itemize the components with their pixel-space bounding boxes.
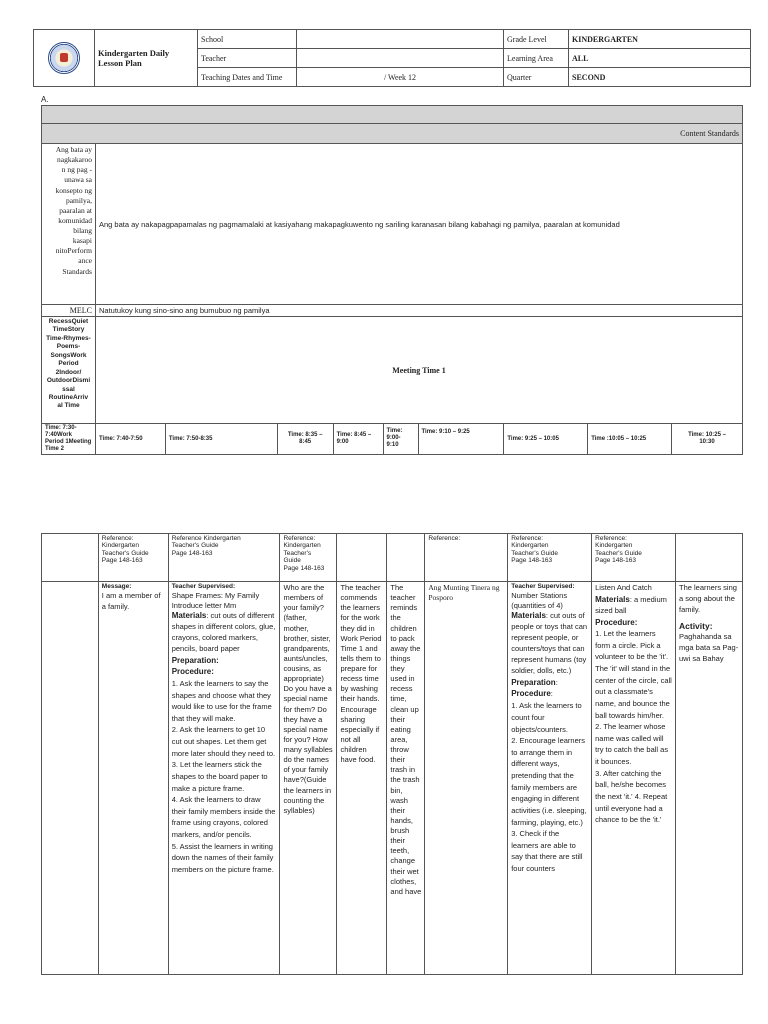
reference-cell: Reference: Kindergarten Teacher's Guide Page 148-163 — [508, 534, 592, 582]
reference-cell: Reference: Kindergarten Teacher's Guide Page 148-163 — [280, 534, 337, 582]
activity-title: Activity: — [679, 620, 713, 631]
time-slot: Time: 7:50-8:35 — [165, 424, 277, 455]
ns-intro: Number Stations (quantities of 4) — [511, 590, 568, 610]
area-value: ALL — [569, 49, 751, 68]
family-questions: Who are the members of your family? (father, mother, brother, sister, grandparents, aunts/uncles, cousins, as appropriate) Do you have a special name for them? Do they have a special name for you? How many syllables do the names of your family have?(Guide the learners in counting the syllables) — [280, 582, 337, 975]
blank-cell — [676, 534, 743, 582]
time-slot: Time: 8:45 – 9:00 — [333, 424, 383, 455]
blank-cell — [42, 534, 99, 582]
ns-proc-colon: : — [550, 689, 553, 699]
melc-text: Natutukoy kung sino-sino ang bumubuo ng pamilya — [95, 305, 742, 317]
time-slot: Time :10:05 – 10:25 — [588, 424, 672, 455]
reference-cell: Reference Kindergarten Teacher's Guide Page 148-163 — [168, 534, 280, 582]
activities-table — [41, 533, 743, 975]
song-text: The learners sing a song about the family. — [679, 583, 737, 614]
reference-cell: Reference: Kindergarten Teacher's Guide Page 148-163 — [592, 534, 676, 582]
reminds-text: The teacher reminds the children to pack away the things they used in recess time, clean up their eating area, throw their trash in the trash bin, wash their hands, brush their teeth, change their wet clothes, and have — [387, 582, 425, 975]
time-slot: Time: 9:10 – 9:25 — [418, 424, 504, 455]
content-standards-heading: Content Standards — [42, 124, 743, 144]
blank-cell — [42, 582, 99, 975]
teacher-label: Teacher — [198, 49, 297, 68]
ts-title: Teacher Supervised: — [171, 583, 236, 590]
deped-seal-icon — [48, 42, 80, 74]
reference-cell: Reference: Kindergarten Teacher's Guide Page 148-163 — [98, 534, 168, 582]
ts-procedure: Procedure: — [171, 667, 214, 677]
header-table — [33, 29, 751, 87]
message-text: I am a member of a family. — [101, 590, 161, 611]
standards-table — [41, 105, 743, 455]
ts-materials: : cut outs of different shapes in different colors, glue, crayons, colored markers, pencils, board paper — [171, 611, 276, 653]
ns-steps: 1. Ask the learners to count four objects/counters. 2. Encourage learners to arrange them in different ways, pretending that the family members are engaging in different activities (i.e. sleeping, farming, playing, etc.) 3. Check if the learners are able to say that there are still four counters — [511, 701, 587, 874]
lc-steps: 1. Let the learners form a circle. Pick a volunteer to be the 'it'. The 'it' will stand in the center of the circle, call out a classmate's name, and bounce the ball towards him/her. 2. The learner whose name was called will try to catch the ball as it bounces. 3. After catching the ball, he/she becomes the next 'it.' 4. Repeat until everyone had a chance to be the 'it.' — [595, 629, 672, 825]
number-stations-cell — [508, 582, 592, 975]
school-label: School — [198, 30, 297, 49]
blank-cell — [337, 534, 387, 582]
ns-preparation: Preparation — [511, 677, 556, 687]
lc-materials: : a medium sized ball — [595, 594, 667, 615]
time-slot: Time: 8:35 – 8:45 — [277, 424, 333, 455]
teacher-value — [297, 49, 504, 68]
ts-preparation: Preparation: — [171, 655, 219, 665]
story-title: Ang Munting Tinera ng Posporo — [425, 582, 508, 975]
time-slot: Time: 7:40-7:50 — [95, 424, 165, 455]
section-letter: A. — [41, 95, 49, 104]
area-label: Learning Area — [504, 49, 569, 68]
ts-intro: Shape Frames: My Family Introduce letter Mm — [171, 590, 260, 610]
time-slot: Time: 9:00- 9:10 — [383, 424, 418, 455]
ts-steps: 1. Ask the learners to say the shapes and choose what they would like to use for the frame that they will make. 2. Ask the learners to get 10 cut out shapes. Let them get more later should they need to. 3. Let the learners stick the shapes to the board paper to make a picture frame. 4. Ask the learners to draw their family members inside the frame using crayons, colored markers, and/or pencils. 5. Assist the learners in writing down the names of their family members on the picture frame. — [171, 678, 276, 874]
school-value — [297, 30, 504, 49]
ts-materials-label: Materials — [171, 611, 207, 621]
blank-cell — [387, 534, 425, 582]
activity-text: Paghahanda sa mga bata sa Pag-uwi sa Bahay — [679, 631, 739, 663]
performance-standards-text: Ang bata ay nakapagpapamalas ng pagmamalaki at kasiyahang makapagkuwento ng sariling karanasan bilang kabahagi ng pamilya, paaralan at komunidad — [95, 144, 742, 305]
quarter-value: SECOND — [569, 68, 751, 87]
reference-cell: Reference: — [425, 534, 508, 582]
quarter-label: Quarter — [504, 68, 569, 87]
lc-title: Listen And Catch — [595, 583, 652, 592]
teacher-supervised-cell — [168, 582, 280, 975]
lc-procedure: Procedure: — [595, 617, 638, 627]
ns-title: Teacher Supervised: — [511, 583, 575, 590]
ns-materials-label: Materials — [511, 611, 546, 621]
meeting-time-label: Meeting Time 1 — [95, 317, 742, 424]
melc-label: MELC — [42, 305, 96, 317]
time-slot: Time: 9:25 – 10:05 — [504, 424, 588, 455]
gray-band — [42, 106, 743, 124]
ns-materials: : cut outs of people or toys that can represent people, or counters/toys that can represent humans (toy soldier, dolls, etc.) — [511, 611, 588, 675]
lc-materials-label: Materials — [595, 594, 630, 604]
dates-label: Teaching Dates and Time — [198, 68, 297, 87]
week-value: / Week 12 — [297, 68, 504, 87]
commends-text: The teacher commends the learners for the work they did in Work Period Time 1 and tells them to prepare for recess time by washing their hands. Encourage sharing especially if not all children have food. — [337, 582, 387, 975]
ns-prep-colon: : — [555, 677, 558, 687]
grade-value: KINDERGARTEN — [569, 30, 751, 49]
message-cell — [98, 582, 168, 975]
song-cell — [676, 582, 743, 975]
logo-cell — [34, 30, 95, 87]
message-title: Message: — [101, 583, 132, 590]
lesson-plan-title: Kindergarten Daily Lesson Plan — [95, 30, 198, 87]
time-slot: Time: 7:30- 7:40Work Period 1Meeting Time 2 — [42, 424, 96, 455]
listen-catch-cell — [592, 582, 676, 975]
grade-label: Grade Level — [504, 30, 569, 49]
time-slot: Time: 10:25 – 10:30 — [672, 424, 743, 455]
ns-procedure: Procedure — [511, 689, 551, 699]
schedule-labels: RecessQuiet TimeStory Time-Rhymes- Poems- SongsWork Period 2Indoor/ OutdoorDismi ssal RoutineArriv al Time — [42, 317, 96, 424]
content-standards-text: Ang bata ay nagkakaroo n ng pag - unawa sa konsepto ng pamilya, paaralan at komunidad bilang kasapi nitoPerform ance Standards — [42, 144, 96, 305]
